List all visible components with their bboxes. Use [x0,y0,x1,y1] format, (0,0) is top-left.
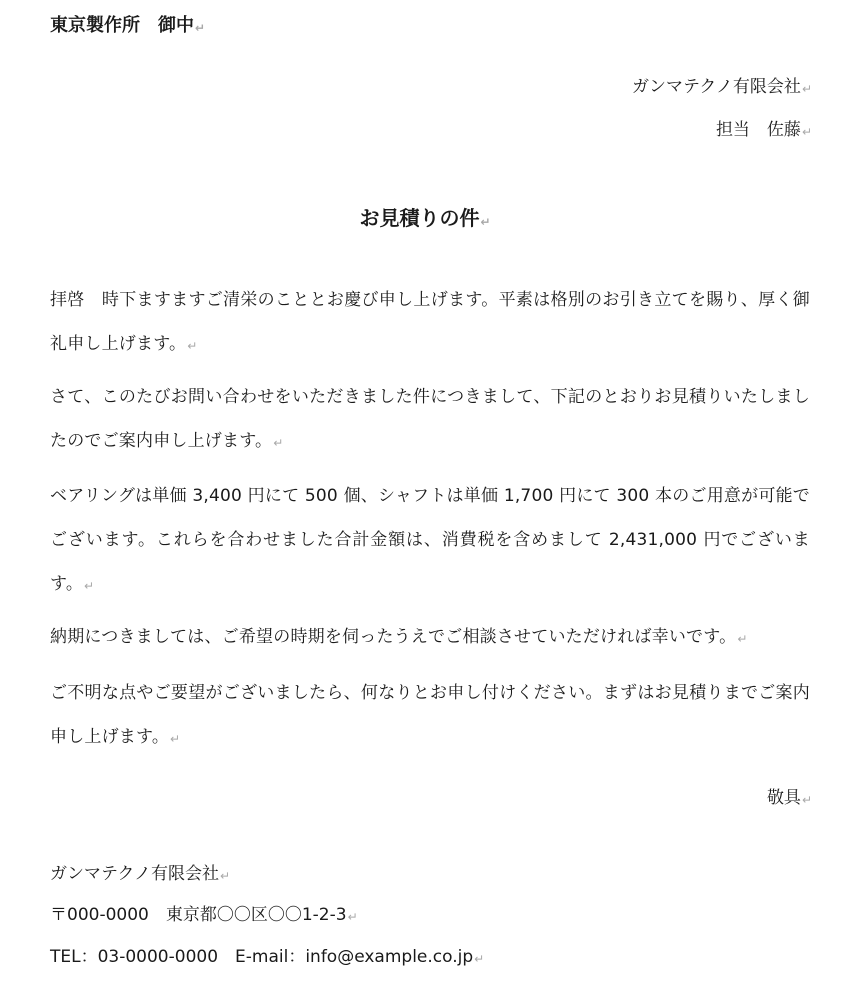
footer-address: 〒000-0000 東京都〇〇区〇〇1-2-3 [50,905,347,925]
footer-address-line [50,907,358,924]
body-paragraph-quote-details [50,474,810,608]
body-paragraph-greeting [50,278,810,368]
paragraph-mark-icon: ↵ [801,125,812,139]
paragraph-mark-icon: ↵ [347,910,358,924]
paragraph-text: 拝啓 時下ますますご清栄のこととお慶び申し上げます。平素は格別のお引き立てを賜り、厚く御礼申し上げます。 [50,290,810,354]
paragraph-text: ベアリングは単価 3,400 円にて 500 個、シャフトは単価 1,700 円にて 300 本のご用意が可能でございます。これらを合わせました合計金額は、消費税を含めまして 2,431,000 円でございます。 [50,486,810,594]
footer-contact: TEL：03-0000-0000 E-mail：info@example.co.jp [50,947,474,967]
paragraph-text: ご不明な点やご要望がございましたら、何なりとお申し付けください。まずはお見積りまでご案内申し上げます。 [50,683,810,747]
paragraph-mark-icon: ↵ [84,579,95,593]
sender-company-line [632,79,812,96]
paragraph-mark-icon: ↵ [273,436,284,450]
paragraph-mark-icon: ↵ [170,732,181,746]
paragraph-text: 納期につきましては、ご希望の時期を伺ったうえでご相談させていただければ幸いです。 [50,627,737,647]
paragraph-mark-icon: ↵ [219,869,231,883]
closing-word: 敬具 [766,788,801,808]
footer-company-line [50,866,230,883]
recipient-line [50,17,205,35]
paragraph-mark-icon: ↵ [474,952,485,966]
body-paragraph-purpose [50,375,810,465]
sender-person-line [716,122,812,139]
body-paragraph-delivery [50,615,810,661]
body-paragraph-inquiry [50,671,810,761]
sender-company: ガンマテクノ有限会社 [631,77,801,97]
recipient-name: 東京製作所 御中 [50,15,194,36]
paragraph-mark-icon: ↵ [737,632,748,646]
paragraph-text: さて、このたびお問い合わせをいただきました件につきまして、下記のとおりお見積りいたしましたのでご案内申し上げます。 [50,387,810,451]
paragraph-mark-icon: ↵ [801,793,812,807]
sender-person: 担当 佐藤 [715,120,801,140]
document-title-line [0,208,850,228]
closing-line [767,790,812,807]
paragraph-mark-icon: ↵ [187,339,198,353]
footer-contact-line [50,949,484,966]
paragraph-mark-icon: ↵ [801,82,812,96]
document-title: お見積りの件 [359,206,480,230]
paragraph-mark-icon: ↵ [195,21,206,35]
footer-company: ガンマテクノ有限会社 [50,864,219,884]
paragraph-mark-icon: ↵ [480,215,491,229]
